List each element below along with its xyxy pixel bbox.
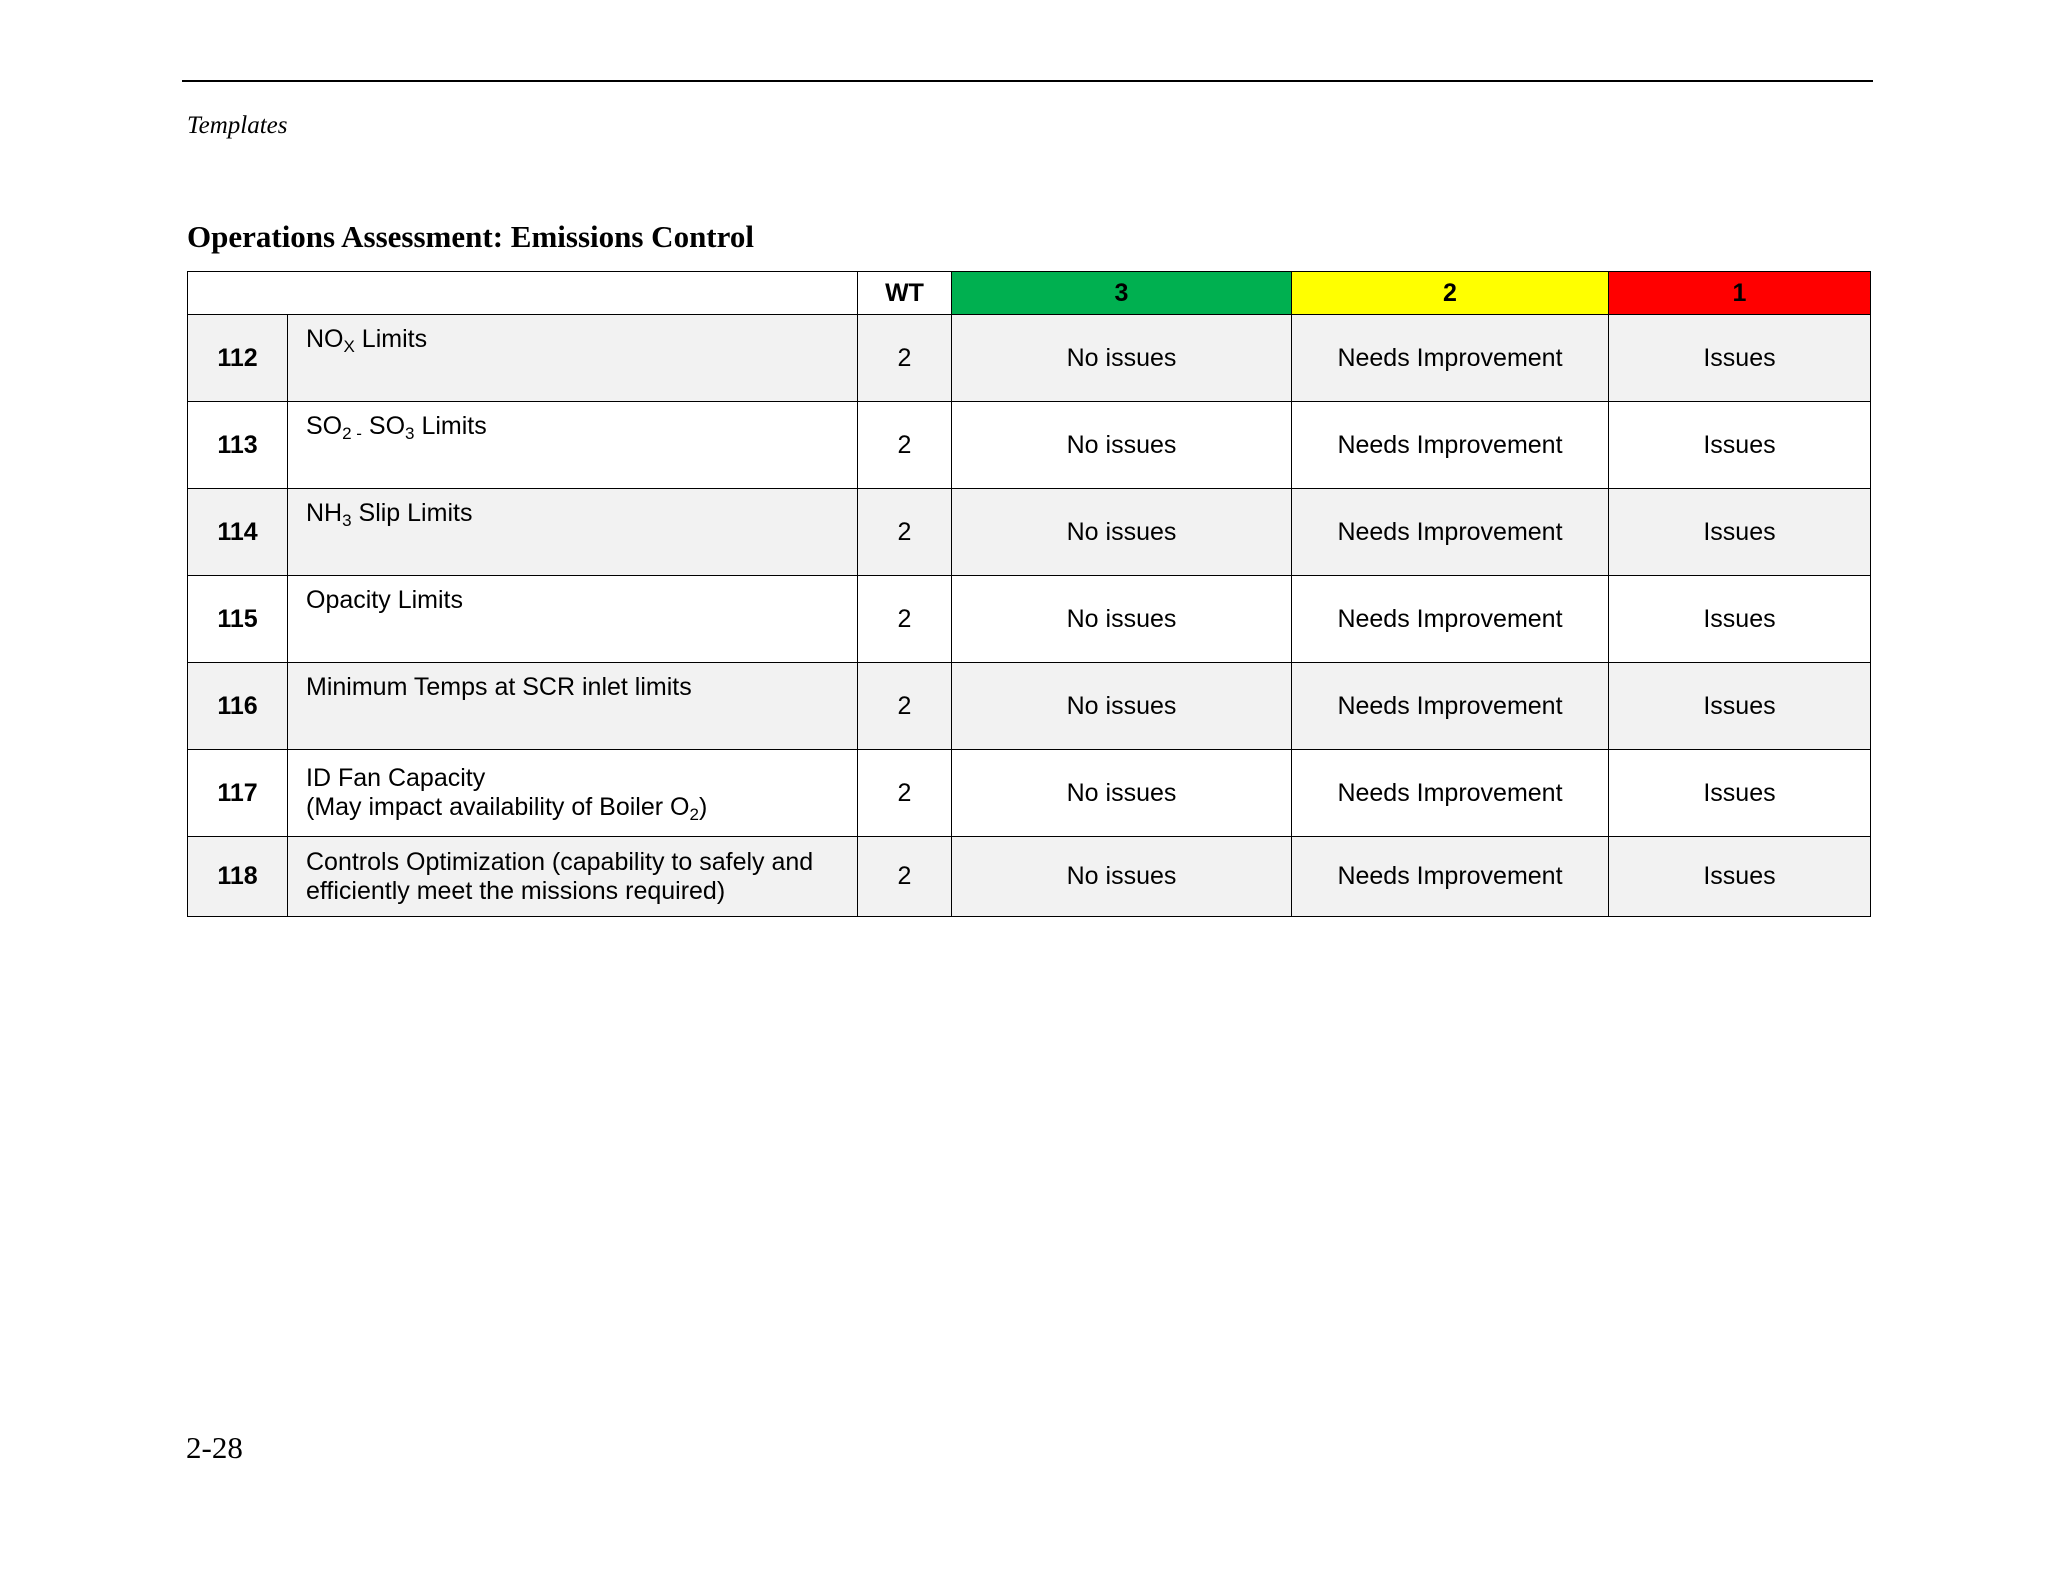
- score-3-cell: No issues: [952, 750, 1292, 837]
- score-1-cell: Issues: [1609, 663, 1871, 750]
- row-number: 112: [188, 315, 288, 402]
- score-2-cell: Needs Improvement: [1292, 489, 1609, 576]
- weight-cell: 2: [858, 489, 952, 576]
- table-row: [188, 489, 1871, 576]
- score-1-cell: Issues: [1609, 750, 1871, 837]
- score-2-cell: Needs Improvement: [1292, 576, 1609, 663]
- wt-header: WT: [858, 272, 952, 315]
- row-number: 113: [188, 402, 288, 489]
- item-label: Controls Optimization (capability to safely and efficiently meet the missions required): [288, 837, 858, 917]
- score-3-cell: No issues: [952, 315, 1292, 402]
- score-3-header: 3: [952, 272, 1292, 315]
- score-1-cell: Issues: [1609, 489, 1871, 576]
- running-head: Templates: [187, 112, 288, 139]
- row-number: 116: [188, 663, 288, 750]
- score-3-cell: No issues: [952, 576, 1292, 663]
- score-1-header: 1: [1609, 272, 1871, 315]
- weight-cell: 2: [858, 402, 952, 489]
- table-row: [188, 663, 1871, 750]
- table-row: [188, 315, 1871, 402]
- assessment-table: [187, 271, 1871, 917]
- item-label: $SO_{2 -}$ $SO_3$ Limits: [288, 402, 858, 489]
- item-label: ID Fan Capacity (May impact availability of Boiler $O_2$): [288, 750, 858, 837]
- score-3-cell: No issues: [952, 402, 1292, 489]
- score-3-cell: No issues: [952, 837, 1292, 917]
- score-2-header: 2: [1292, 272, 1609, 315]
- row-number: 117: [188, 750, 288, 837]
- score-2-cell: Needs Improvement: [1292, 402, 1609, 489]
- weight-cell: 2: [858, 837, 952, 917]
- item-label: $NO_X$ Limits: [288, 315, 858, 402]
- row-number: 118: [188, 837, 288, 917]
- page-title: Operations Assessment: Emissions Control: [187, 219, 754, 254]
- score-2-cell: Needs Improvement: [1292, 315, 1609, 402]
- item-label: Minimum Temps at SCR inlet limits: [288, 663, 858, 750]
- weight-cell: 2: [858, 315, 952, 402]
- score-2-cell: Needs Improvement: [1292, 837, 1609, 917]
- row-number: 114: [188, 489, 288, 576]
- weight-cell: 2: [858, 750, 952, 837]
- score-1-cell: Issues: [1609, 576, 1871, 663]
- item-label: Opacity Limits: [288, 576, 858, 663]
- table-row: [188, 402, 1871, 489]
- table-header-row: [188, 272, 1871, 315]
- row-number: 115: [188, 576, 288, 663]
- score-2-cell: Needs Improvement: [1292, 750, 1609, 837]
- weight-cell: 2: [858, 663, 952, 750]
- score-2-cell: Needs Improvement: [1292, 663, 1609, 750]
- score-3-cell: No issues: [952, 489, 1292, 576]
- table-row: [188, 837, 1871, 917]
- weight-cell: 2: [858, 576, 952, 663]
- score-1-cell: Issues: [1609, 837, 1871, 917]
- table-row: [188, 750, 1871, 837]
- blank-header-cell: [188, 272, 858, 315]
- table-row: [188, 576, 1871, 663]
- page-number: 2-28: [186, 1430, 243, 1465]
- score-1-cell: Issues: [1609, 315, 1871, 402]
- score-3-cell: No issues: [952, 663, 1292, 750]
- header-rule: [182, 80, 1873, 82]
- item-label: $NH_3$ Slip Limits: [288, 489, 858, 576]
- score-1-cell: Issues: [1609, 402, 1871, 489]
